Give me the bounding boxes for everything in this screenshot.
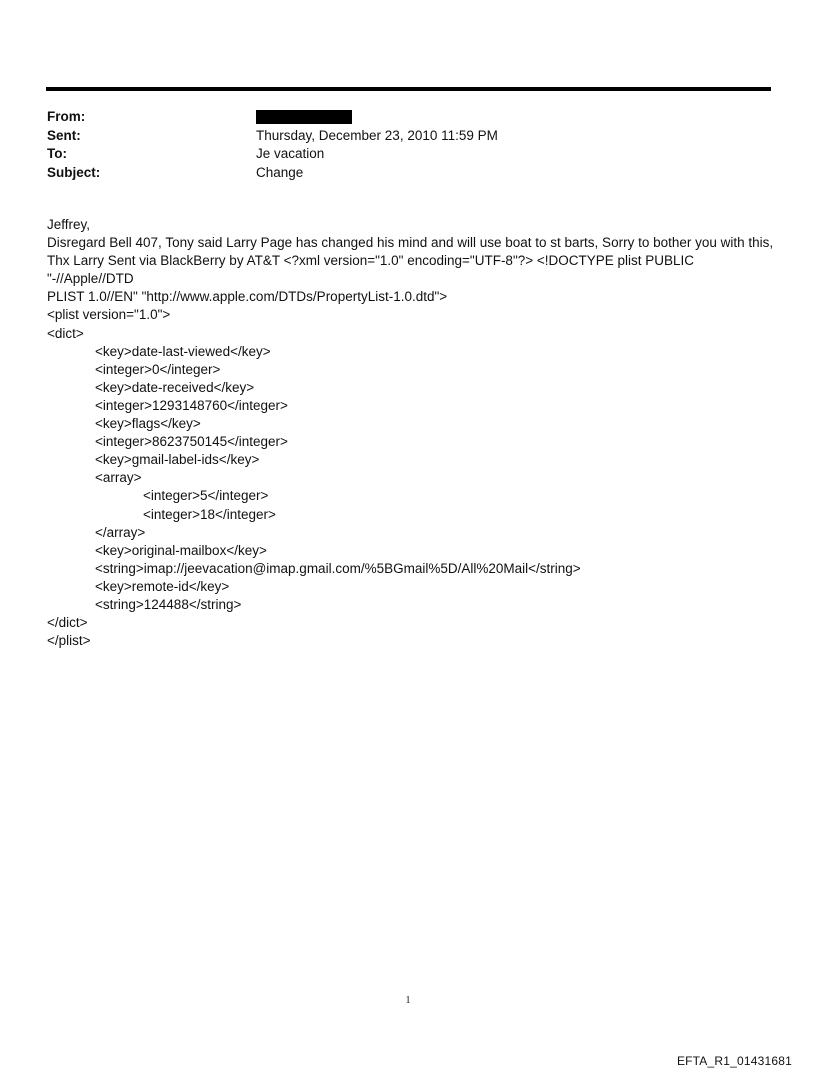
email-header	[47, 108, 767, 182]
sent-value: Thursday, December 23, 2010 11:59 PM	[256, 127, 498, 143]
plist-line: <key>date-received</key>	[95, 379, 255, 395]
header-divider	[46, 87, 771, 91]
plist-line: <key>gmail-label-ids</key>	[95, 452, 260, 468]
to-row	[47, 145, 767, 164]
to-label: To:	[47, 146, 67, 161]
bates-number: EFTA_R1_01431681	[676, 1054, 792, 1068]
plist-line: </array>	[95, 524, 146, 540]
plist-line: </dict>	[47, 615, 88, 631]
body-line: Thx Larry Sent via BlackBerry by AT&T <?xml version="1.0" encoding="UTF-8"?> <!DOCTYPE plist PUBLIC "-//Apple//DTD	[47, 253, 698, 287]
from-value	[256, 108, 767, 127]
subject-row	[47, 164, 767, 183]
plist-line: <integer>18</integer>	[143, 506, 276, 522]
subject-label: Subject:	[47, 164, 101, 180]
body-line: Disregard Bell 407, Tony said Larry Page has changed his mind and will use boat to st barts, Sorry to bother you with this,	[47, 235, 774, 251]
plist-line: <integer>8623750145</integer>	[95, 434, 288, 450]
plist-line: <integer>0</integer>	[95, 361, 221, 377]
plist-line: <string>124488</string>	[95, 596, 242, 612]
plist-line: <string>imap://jeevacation@imap.gmail.com/%5BGmail%5D/All%20Mail</string>	[95, 560, 581, 576]
subject-value: Change	[256, 164, 304, 180]
page-number: 1	[405, 995, 411, 1006]
greeting: Jeffrey,	[47, 217, 91, 232]
plist-line: </plist>	[47, 633, 91, 649]
sent-row	[47, 127, 767, 146]
plist-line: <array>	[95, 470, 142, 486]
plist-line: <dict>	[47, 325, 84, 341]
plist-line: <key>remote-id</key>	[95, 578, 230, 594]
plist-line: <key>original-mailbox</key>	[95, 542, 267, 558]
plist-line: <key>date-last-viewed</key>	[95, 343, 271, 359]
plist-line: <integer>1293148760</integer>	[95, 397, 288, 413]
plist-line: <plist version="1.0">	[47, 307, 171, 323]
from-label: From:	[47, 109, 86, 124]
from-row	[47, 108, 767, 127]
email-body	[47, 216, 775, 650]
body-line: PLIST 1.0//EN" "http://www.apple.com/DTDs/PropertyList-1.0.dtd">	[47, 289, 448, 305]
plist-line: <key>flags</key>	[95, 416, 201, 432]
sent-label: Sent:	[47, 127, 81, 143]
redaction-box	[256, 110, 352, 124]
to-value: Je vacation	[256, 146, 325, 161]
plist-line: <integer>5</integer>	[143, 488, 269, 504]
